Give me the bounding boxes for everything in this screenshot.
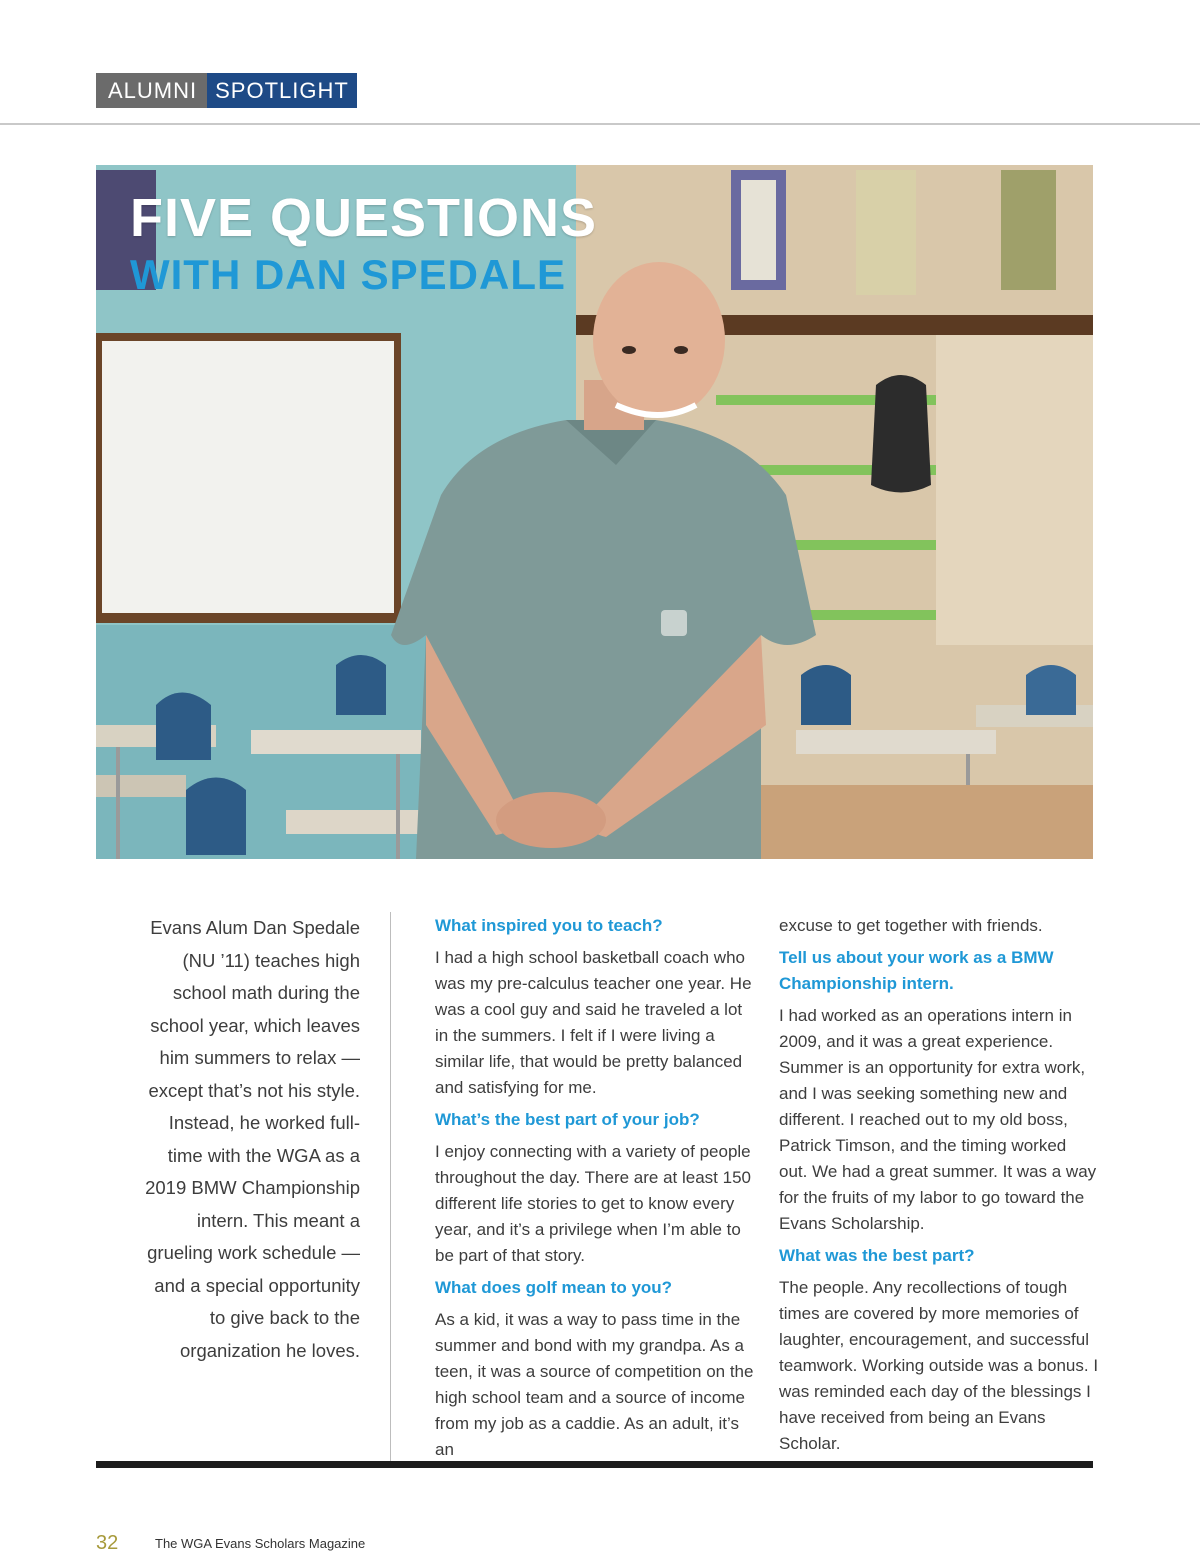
answer-paragraph: I enjoy connecting with a variety of people throughout the day. There are at least 150 different life stories to get to know every year, and it’s a privilege when I’m able to be part of that story. [435, 1142, 751, 1265]
question-heading: Tell us about your work as a BMW Championship intern. [779, 948, 1054, 993]
question-heading: What was the best part? [779, 1246, 975, 1265]
question-heading: What inspired you to teach? [435, 916, 663, 935]
question-heading: What does golf mean to you? [435, 1278, 673, 1297]
section-tab-spotlight: SPOTLIGHT [207, 73, 357, 108]
section-tab-alumni: ALUMNI [96, 73, 207, 108]
section-tab [96, 73, 357, 108]
intro-paragraph: Evans Alum Dan Spedale (NU ’11) teaches high school math during the school year, which leaves him summers to relax — except that’s not his style. Instead, he worked full-time with the WGA as a 2019 BMW Championship intern. This meant a grueling work schedule — and a special opportunity to give back to the organization he loves. [145, 917, 360, 1361]
article-title: FIVE QUESTIONS [130, 188, 598, 248]
answer-paragraph: I had worked as an operations intern in 2009, and it was a great experience. Summer is an opportunity for extra work, and I was seeking something new and different. I reached out to my old boss, Patrick Timson, and the timing worked out. We had a great summer. It was a way for the fruits of my labor to go toward the Evans Scholarship. [779, 1006, 1097, 1233]
answer-paragraph-continued: excuse to get together with friends. [779, 916, 1043, 935]
hero-photo [96, 165, 1093, 859]
magazine-title: The WGA Evans Scholars Magazine [155, 1536, 366, 1551]
answer-paragraph: As a kid, it was a way to pass time in the summer and bond with my grandpa. As a teen, it was a source of competition on the high school team and a source of income from my job as a caddie. As an adult, it’s an [435, 1310, 754, 1459]
answer-paragraph: I had a high school basketball coach who was my pre-calculus teacher one year. He was a cool guy and said he traveled a lot in the summers. I felt if I were living a similar life, that would be pretty balanced and satisfying for me. [435, 948, 752, 1097]
page-number: 32 [96, 1532, 119, 1554]
footer-divider [96, 1461, 1093, 1468]
qa-column-right [779, 913, 1099, 1463]
header-divider [0, 123, 1200, 125]
qa-column-middle [435, 913, 755, 1469]
question-heading: What’s the best part of your job? [435, 1110, 700, 1129]
answer-paragraph: The people. Any recollections of tough times are covered by more memories of laughter, encouragement, and successful teamwork. Working outside was a bonus. I was reminded each day of the blessings I have received from being an Evans Scholar. [779, 1278, 1099, 1453]
column-divider [390, 912, 391, 1462]
article-subtitle: WITH DAN SPEDALE [130, 251, 566, 298]
